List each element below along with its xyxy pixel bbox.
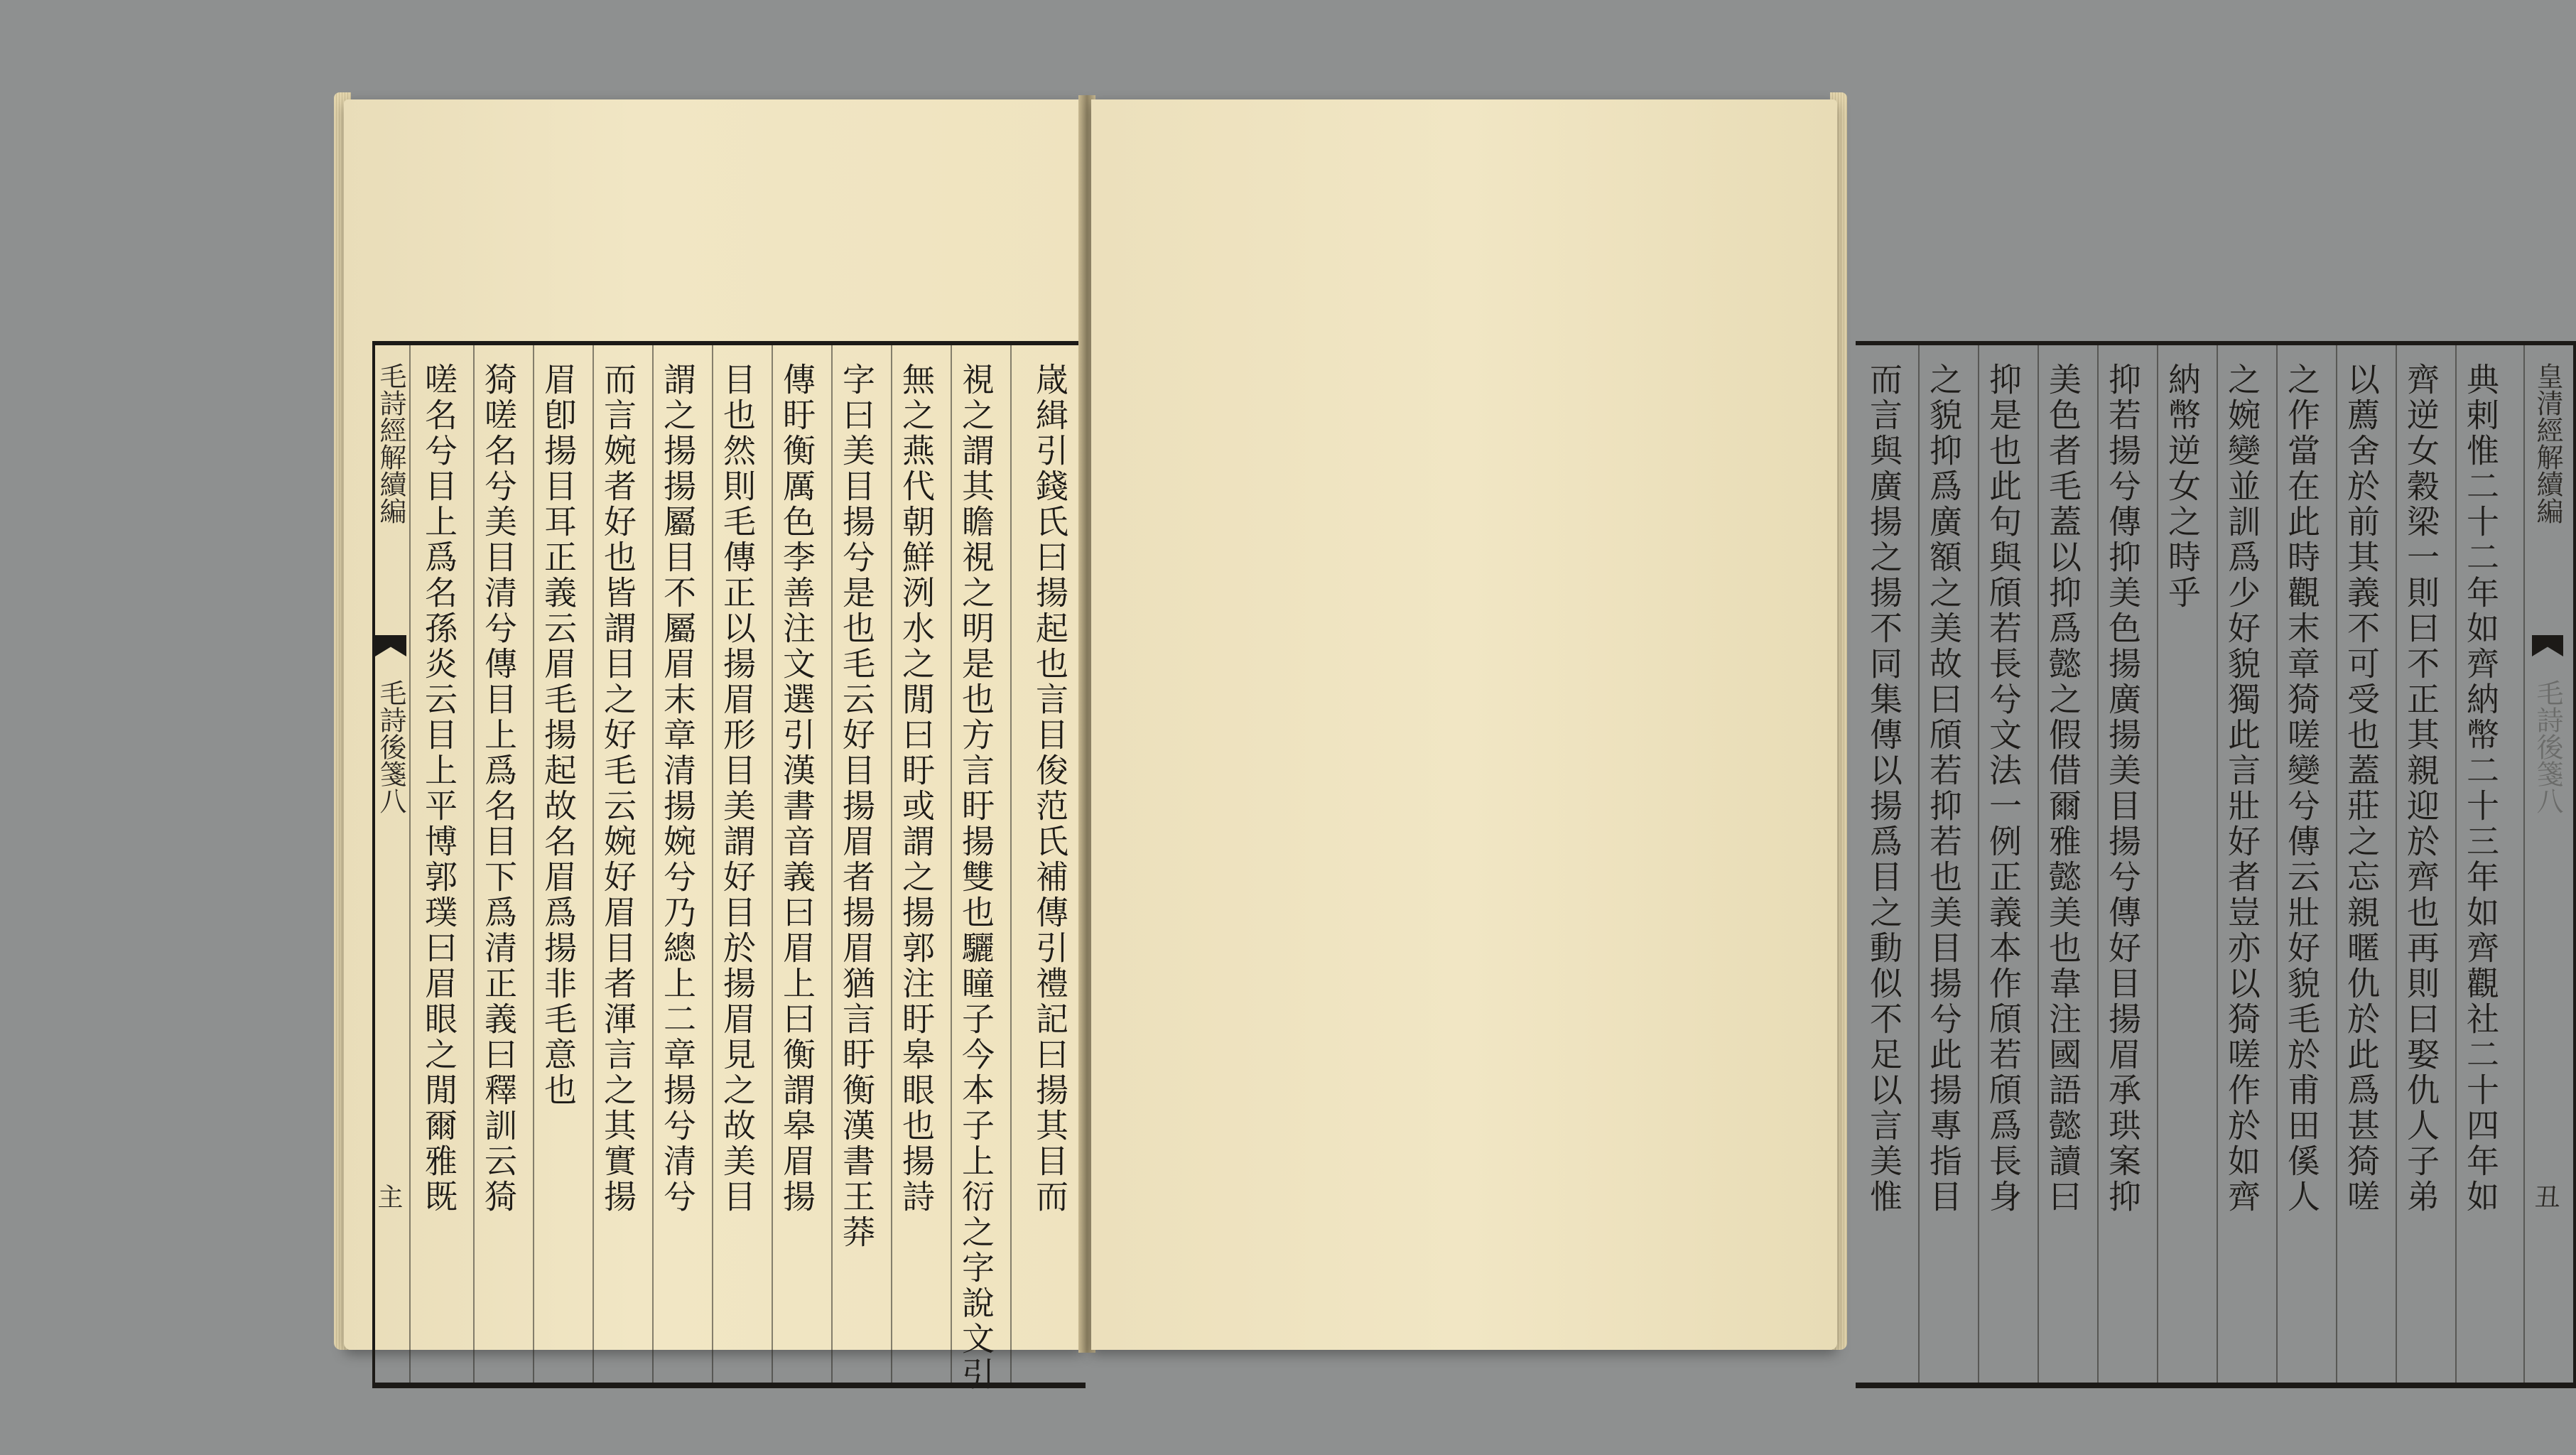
right-col-10: 之貌抑爲廣額之美故曰頎若抑若也美目揚兮此揚專指目 (1925, 362, 1963, 1215)
right-col-1: 典剌惟二十二年如齊納幣二十三年如齊觀社二十四年如 (2462, 362, 2500, 1215)
open-book (334, 85, 2563, 1392)
col-rule (2276, 345, 2278, 1383)
right-col-6: 納幣逆女之時乎 (2163, 362, 2202, 611)
col-rule (951, 345, 952, 1383)
col-rule (2396, 345, 2397, 1383)
col-rule (2157, 345, 2158, 1383)
col-rule (2336, 345, 2337, 1383)
col-rule (2217, 345, 2218, 1383)
right-page-number: 丑 (2531, 1184, 2560, 1209)
left-page (344, 99, 1083, 1392)
right-col-9: 抑是也此句與頎若長兮文法一例正義本作頎若頎爲長身 (1984, 362, 2023, 1215)
right-col-8: 美色者毛蓋以抑爲懿之假借爾雅懿美也韋注國語懿讀曰 (2044, 362, 2082, 1215)
col-rule (2037, 345, 2039, 1383)
left-page-number: 主 (374, 1184, 403, 1209)
left-col-10: 猗嗟名兮美目清兮傳目上爲名目下爲清正義曰釋訓云猗 (480, 362, 518, 1215)
col-rule (1918, 345, 1920, 1383)
left-margin-subtitle: 毛詩後箋八 (375, 679, 406, 814)
col-rule (473, 345, 475, 1383)
right-margin-rule (2523, 345, 2525, 1383)
right-col-11: 而言與廣揚之揚不同集傳以揚爲目之動似不足以言美惟 (1865, 362, 1903, 1215)
col-rule (1010, 345, 1012, 1383)
col-rule (831, 345, 833, 1383)
right-fish-tail (2532, 635, 2563, 656)
left-col-7: 謂之揚揚屬目不屬眉末章清揚婉兮乃總上二章揚兮清兮 (659, 362, 697, 1215)
left-col-5: 傳盱衡厲色李善注文選引漢書音義曰眉上曰衡謂皋眉揚 (778, 362, 816, 1215)
col-rule (2097, 345, 2099, 1383)
right-margin-subtitle: 毛詩後箋八 (2532, 679, 2563, 814)
right-col-5: 之婉變並訓爲少好貌獨此言壯好者豈亦以猗嗟作於如齊 (2223, 362, 2261, 1215)
left-margin-rule (409, 345, 411, 1383)
left-col-9: 眉卽揚目耳正義云眉毛揚起故名眉爲揚非毛意也 (539, 362, 578, 1108)
left-text-frame (372, 341, 1086, 1392)
right-col-4: 之作當在此時觀末章猗嗟變兮傳云壯好貌毛於甫田傒人 (2283, 362, 2321, 1215)
left-col-6: 目也然則毛傳正以揚眉形目美謂好目於揚眉見之故美目 (718, 362, 757, 1215)
left-col-2: 視之謂其瞻視之明是也方言盱揚雙也驪瞳子今本子上衍之字說文引 (957, 362, 995, 1392)
left-col-1: 嵅緝引錢氏曰揚起也言目俊范氏補傳引禮記曰揚其目而 (1031, 362, 1069, 1215)
right-col-2: 齊逆女穀梁一則曰不正其親迎於齊也再則曰娶仇人子弟 (2402, 362, 2440, 1215)
right-page (1091, 99, 2563, 1350)
left-margin-title: 毛詩經解續編 (375, 362, 406, 524)
right-col-3: 以薦舍於前其義不可受也蓋莊之忘親暱仇於此爲甚猗嗟 (2342, 362, 2381, 1215)
col-rule (592, 345, 594, 1383)
col-rule (712, 345, 713, 1383)
left-col-4: 字曰美目揚兮是也毛云好目揚眉者揚眉猶言盱衡漢書王莽 (838, 362, 876, 1250)
col-rule (652, 345, 654, 1383)
right-margin-title: 皇清經解續編 (2532, 362, 2563, 524)
col-rule (2455, 345, 2457, 1383)
col-rule (1978, 345, 1979, 1383)
col-rule (772, 345, 773, 1383)
right-text-frame (1856, 341, 2576, 1388)
right-col-7: 抑若揚兮傳抑美色揚廣揚美目揚兮傳好目揚眉承珙案抑 (2104, 362, 2142, 1215)
left-col-8: 而言婉者好也皆謂目之好毛云婉好眉目者渾言之其實揚 (599, 362, 637, 1215)
left-col-11: 嗟名兮目上爲名孫炎云目上平博郭璞曰眉眼之閒爾雅既 (420, 362, 458, 1215)
left-col-3: 無之燕代朝鮮洌水之閒曰盱或謂之揚郭注盱皋眼也揚詩 (897, 362, 936, 1215)
col-rule (533, 345, 534, 1383)
col-rule (891, 345, 892, 1383)
